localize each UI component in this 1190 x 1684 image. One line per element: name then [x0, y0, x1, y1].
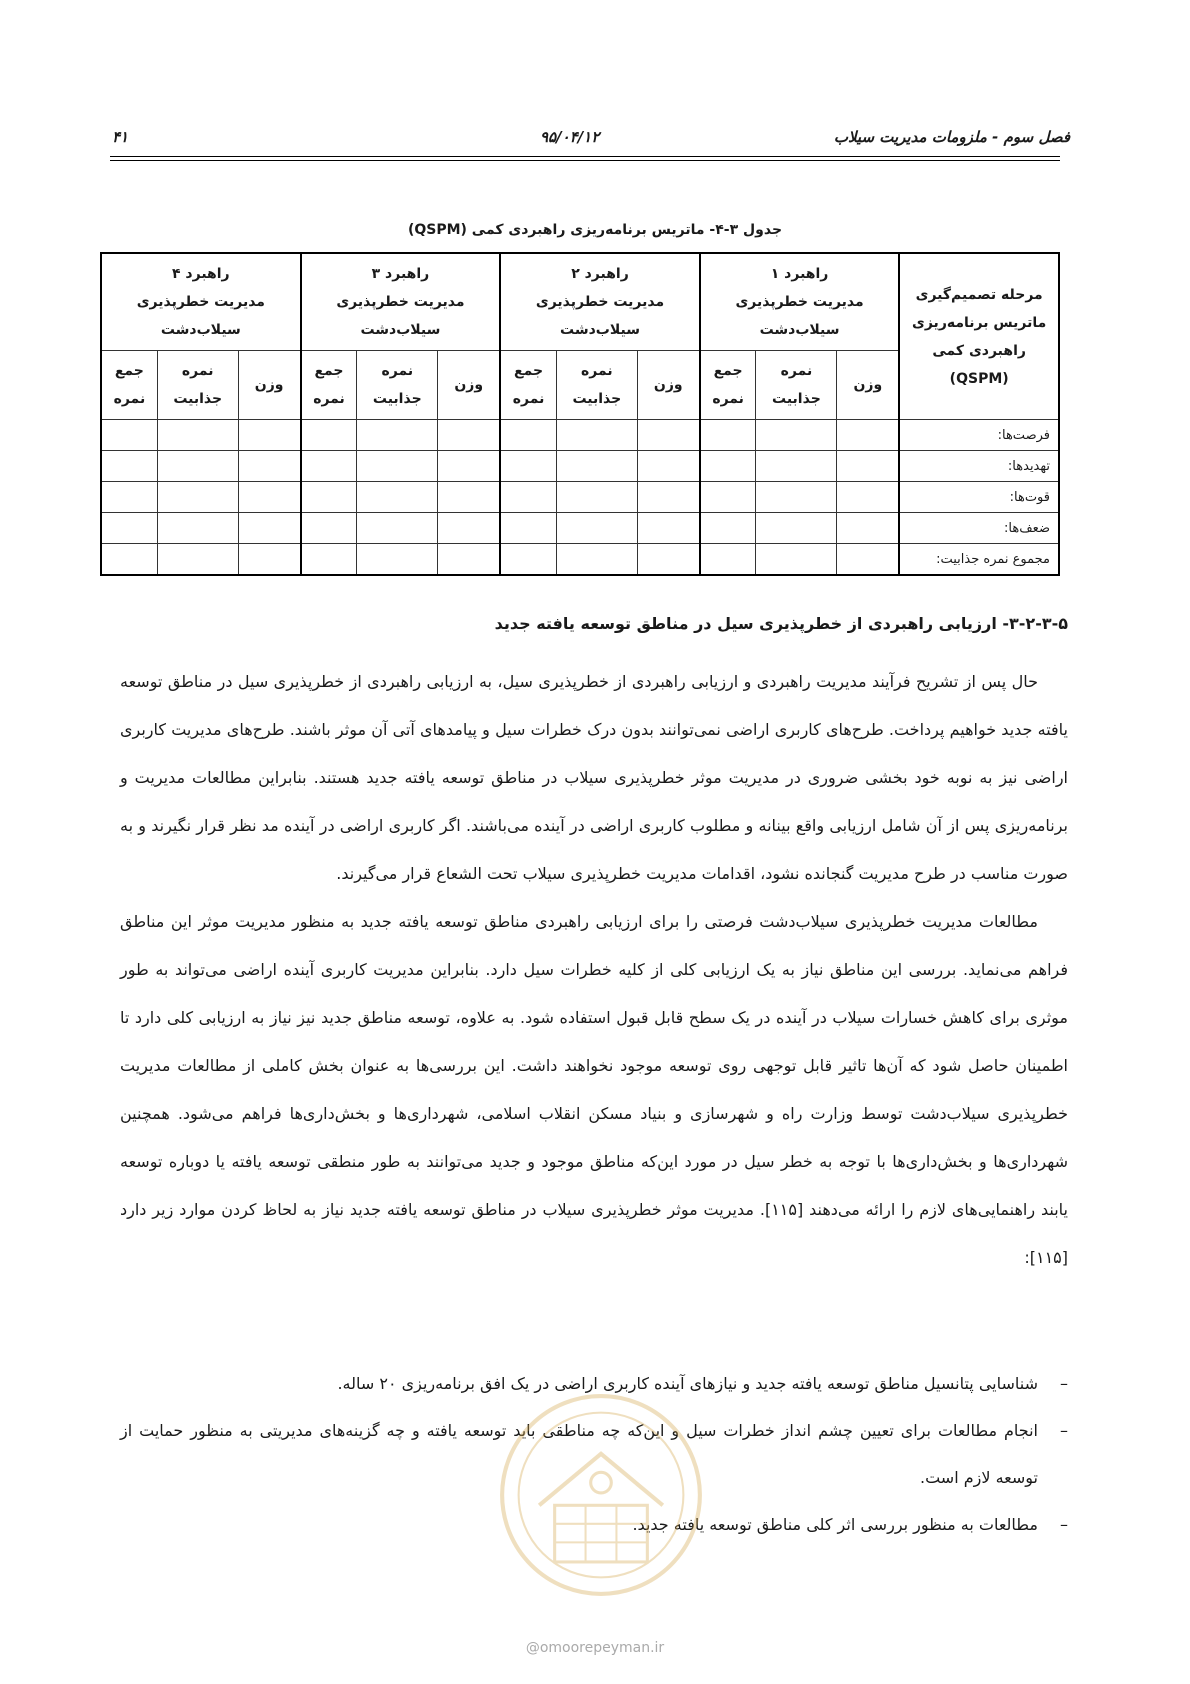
- running-header-chapter: فصل سوم - ملزومات مدیریت سیلاب: [833, 128, 1070, 146]
- header-rule-thin: [110, 160, 1060, 161]
- strategy-subtitle: مدیریت خطرپذیری: [535, 294, 665, 310]
- table-caption: جدول ۳-۴- ماتریس برنامه‌ریزی راهبردی کمی (QSPM): [407, 222, 783, 238]
- score-header: نمره جذابیت: [157, 351, 238, 420]
- weight-header: وزن: [637, 351, 700, 420]
- strategy-title: راهبرد ۴: [172, 266, 230, 282]
- strategy-subtitle: مدیریت خطرپذیری: [136, 294, 265, 310]
- table-row: [101, 451, 1059, 482]
- strategy-title: راهبرد ۱: [770, 266, 829, 282]
- row-label: قوت‌ها:: [899, 482, 1059, 513]
- strategy-subtitle: مدیریت خطرپذیری: [336, 294, 465, 310]
- stage-header-line: راهبردی کمی: [932, 342, 1026, 359]
- row-label: مجموع نمره جذابیت:: [899, 544, 1059, 576]
- score-header: نمره جذابیت: [357, 351, 438, 420]
- row-label: ضعف‌ها:: [899, 513, 1059, 544]
- list-item-text: انجام مطالعات برای تعیین چشم انداز خطرات سیل و این‌که چه مناطقی باید توسعه یافته و چه گزینه‌های مدیریتی به منظور حمایت از توسعه لازم است.: [120, 1421, 1038, 1487]
- score-header: نمره جذابیت: [556, 351, 637, 420]
- dash-bullet: –: [1060, 1421, 1068, 1440]
- stage-header-line: (QSPM): [949, 370, 1009, 387]
- strategy-2-header: [500, 253, 700, 351]
- row-label: فرصت‌ها:: [899, 420, 1059, 451]
- strategy-subtitle: سیلاب‌دشت: [160, 322, 241, 338]
- qspm-table: [100, 252, 1060, 576]
- total-header: جمع نمره: [700, 351, 756, 420]
- body-text: [120, 658, 1068, 1282]
- score-header: نمره جذابیت: [756, 351, 837, 420]
- table-row: [101, 513, 1059, 544]
- strategy-subtitle: سیلاب‌دشت: [360, 322, 441, 338]
- paragraph: حال پس از تشریح فرآیند مدیریت راهبردی و ارزیابی راهبردی از خطرپذیری سیل، به ارزیابی راهبردی از خطرپذیری سیل در مناطق توسعه یافته جدید خواهیم پرداخت. طرح‌های کاربری اراضی نمی‌توانند بدون درک خطرات سیل و پیامدهای آتی آن موثر باشند. طرح‌های مدیریت کاربری اراضی نیز به نوبه خود بخشی ضروری در مدیریت موثر خطرپذیری سیلاب در مناطق توسعه یافته جدید هستند. بنابراین مطالعات مدیریت و برنامه‌ریزی پس از آن شامل ارزیابی واقع بینانه و مطلوب کاربری اراضی در آینده می‌باشند. اگر کاربری اراضی در آینده مد نظر قرار نگیرند و به صورت مناسب در طرح مدیریت گنجانده نشود، اقدامات مدیریت خطرپذیری سیلاب تحت الشعاع قرار می‌گیرند.: [120, 672, 1068, 883]
- weight-header: وزن: [837, 351, 900, 420]
- list-item-text: مطالعات به منظور بررسی اثر کلی مناطق توسعه یافته جدید.: [632, 1515, 1038, 1534]
- table-row: [101, 420, 1059, 451]
- strategy-subtitle: سیلاب‌دشت: [560, 322, 640, 338]
- weight-header: وزن: [438, 351, 501, 420]
- section-title: ۳-۲-۳-۵- ارزیابی راهبردی از خطرپذیری سیل در مناطق توسعه یافته جدید: [494, 614, 1068, 633]
- dash-bullet: –: [1060, 1374, 1068, 1393]
- total-header: جمع نمره: [500, 351, 556, 420]
- stage-header-line: مرحله تصمیم‌گیری: [915, 286, 1043, 303]
- table-row: [101, 544, 1059, 576]
- header-rule: [110, 156, 1060, 157]
- strategy-4-header: [101, 253, 301, 351]
- page-number: ۴۱: [112, 128, 129, 146]
- strategy-3-header: [301, 253, 501, 351]
- paragraph: مطالعات مدیریت خطرپذیری سیلاب‌دشت فرصتی را برای ارزیابی راهبردی مناطق توسعه یافته جدید به منظور مدیریت موثر این مناطق فراهم می‌نماید. بررسی این مناطق نیاز به یک ارزیابی کلی از کلیه خطرات سیل دارد. بنابراین مدیریت کاربری آینده اراضی می‌تواند به طور موثری برای کاهش خسارات سیلاب در آینده در یک سطح قابل قبول استفاده شود. به علاوه، توسعه مناطق جدید نیز نیاز به ارزیابی کلی دارد تا اطمینان حاصل شود که آن‌ها تاثیر قابل توجهی روی توسعه موجود نخواهند داشت. این بررسی‌ها به عنوان بخش کاملی از مطالعات مدیریت خطرپذیری سیلاب‌دشت توسط وزارت راه و شهرسازی و بنیاد مسکن انقلاب اسلامی، شهرداری‌ها و بخش‌داری‌ها فراهم می‌شود. همچنین شهرداری‌ها و بخش‌داری‌ها با توجه به خطر سیل در مورد این‌که مناطق موجود و جدید می‌توانند به طور منطقی توسعه یافته یا دوباره توسعه یابند راهنمایی‌های لازم را ارائه می‌دهند [۱۱۵]. مدیریت موثر خطرپذیری سیلاب در مناطق توسعه یافته جدید نیاز به لحاظ کردن موارد زیر دارد [۱۱۵]:: [120, 912, 1068, 1267]
- total-header: جمع نمره: [101, 351, 157, 420]
- weight-header: وزن: [238, 351, 301, 420]
- stage-header: [899, 253, 1059, 420]
- list-item-text: شناسایی پتانسیل مناطق توسعه یافته جدید و نیازهای آینده کاربری اراضی در یک افق برنامه‌ریزی ۲۰ ساله.: [337, 1374, 1038, 1393]
- row-label: تهدیدها:: [899, 451, 1059, 482]
- strategy-subtitle: سیلاب‌دشت: [759, 322, 840, 338]
- strategy-title: راهبرد ۳: [371, 266, 430, 282]
- strategy-title: راهبرد ۲: [571, 266, 629, 282]
- total-header: جمع نمره: [301, 351, 357, 420]
- footer-url: @omoorepeyman.ir: [525, 1640, 665, 1656]
- seal-logo-icon: [498, 1392, 704, 1598]
- dash-bullet: –: [1060, 1515, 1068, 1534]
- stage-header-line: ماتریس برنامه‌ریزی: [912, 314, 1047, 331]
- strategy-subtitle: مدیریت خطرپذیری: [735, 294, 864, 310]
- table-row: [101, 482, 1059, 513]
- strategy-1-header: [700, 253, 900, 351]
- running-header-date: ۹۵/۰۴/۱۲: [540, 128, 600, 146]
